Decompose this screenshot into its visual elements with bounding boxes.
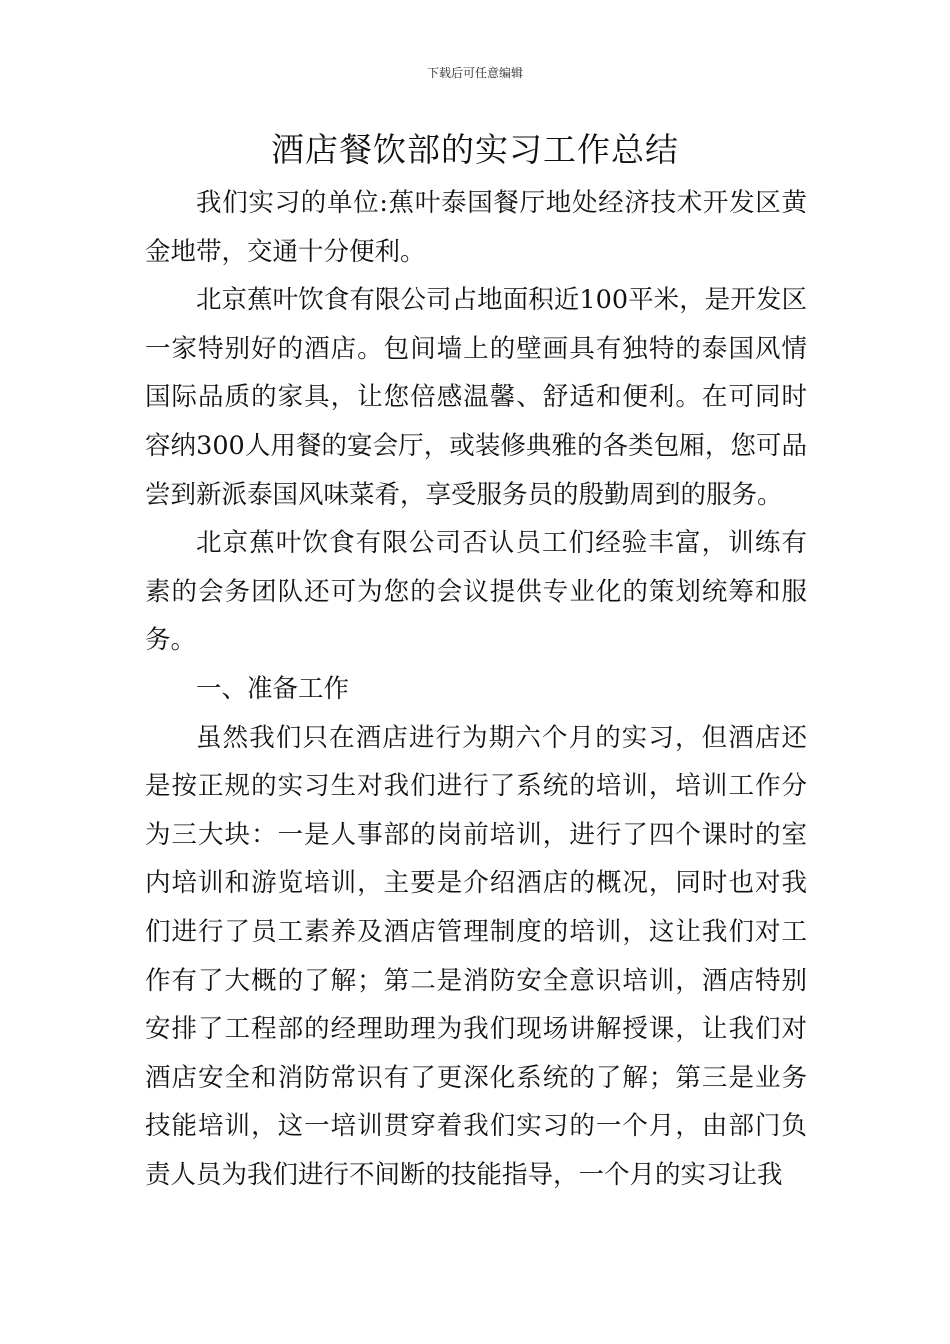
paragraph-company-intro: 北京蕉叶饮食有限公司占地面积近100平米，是开发区一家特别好的酒店。包间墙上的壁画具有独特的泰国风情国际品质的家具，让您倍感温馨、舒适和便利。在可同时容纳300人用餐的宴会厅，或装修典雅的各类包厢，您可品尝到新派泰国风味菜肴，享受服务员的殷勤周到的服务。 xyxy=(145,285,807,510)
document-body xyxy=(145,179,807,1199)
paragraph-team: 北京蕉叶饮食有限公司否认员工们经验丰富，训练有素的会务团队还可为您的会议提供专业化的策划统筹和服务。 xyxy=(145,528,807,656)
document-title: 酒店餐饮部的实习工作总结 xyxy=(271,130,679,169)
header-note: 下载后可任意编辑 xyxy=(426,66,523,80)
section-heading-preparation: 一、准备工作 xyxy=(196,673,350,704)
paragraph-training: 虽然我们只在酒店进行为期六个月的实习，但酒店还是按正规的实习生对我们进行了系统的培训，培训工作分为三大块：一是人事部的岗前培训，进行了四个课时的室内培训和游览培训，主要是介绍酒店的概况，同时也对我们进行了员工素养及酒店管理制度的培训，这让我们对工作有了大概的了解；第二是消防安全意识培训，酒店特别安排了工程部的经理助理为我们现场讲解授课，让我们对酒店安全和消防常识有了更深化系统的了解；第三是业务技能培训，这一培训贯穿着我们实习的一个月，由部门负责人员为我们进行不间断的技能指导，一个月的实习让我 xyxy=(145,722,807,1190)
paragraph-location: 我们实习的单位:蕉叶泰国餐厅地处经济技术开发区黄金地带，交通十分便利。 xyxy=(145,188,807,267)
